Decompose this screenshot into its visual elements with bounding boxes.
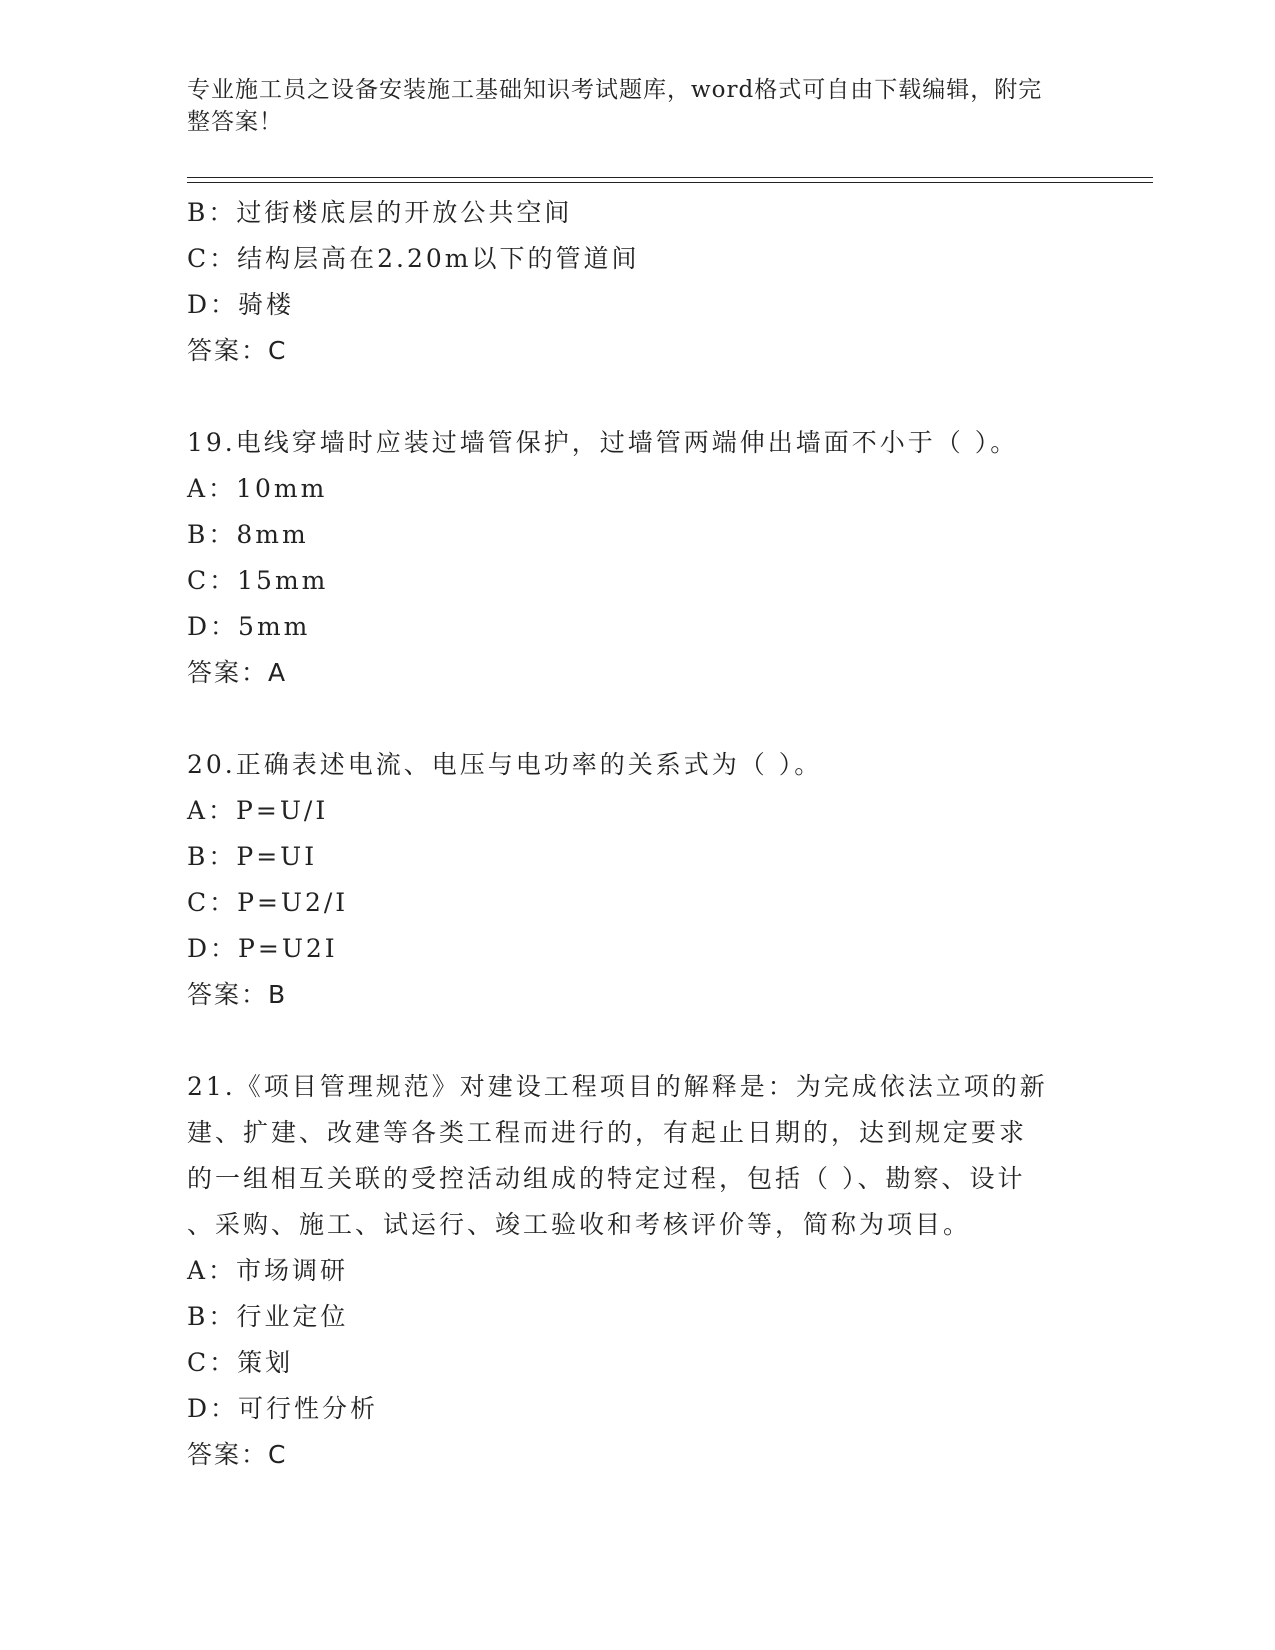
option-c: C：结构层高在2.20m以下的管道间 (187, 244, 640, 273)
option-b: B：P=UI (187, 842, 318, 871)
answer-line: 答案：C (187, 336, 288, 365)
question-20 (187, 742, 1087, 1018)
answer-line: 答案：A (187, 658, 288, 687)
header-line-2: 整答案！ (187, 109, 283, 135)
header-line-1: 专业施工员之设备安装施工基础知识考试题库，word格式可自由下载编辑，附完 (187, 77, 1043, 103)
option-d: D：骑楼 (187, 290, 295, 319)
option-a: A：10mm (187, 474, 328, 503)
question-stem: 19.电线穿墙时应装过墙管保护，过墙管两端伸出墙面不小于（ ）。 (187, 428, 1019, 457)
header-rule-bottom (187, 182, 1153, 183)
question-stem-line-4: 、采购、施工、试运行、竣工验收和考核评价等，简称为项目。 (187, 1210, 972, 1239)
option-a: A：市场调研 (187, 1256, 349, 1285)
answer-line: 答案：C (187, 1440, 288, 1469)
option-d: D：5mm (187, 612, 311, 641)
answer-line: 答案：B (187, 980, 288, 1009)
option-b: B：过街楼底层的开放公共空间 (187, 198, 573, 227)
option-c: C：15mm (187, 566, 329, 595)
option-d: D：P=U2I (187, 934, 338, 963)
option-b: B：行业定位 (187, 1302, 349, 1331)
question-stem: 20.正确表述电流、电压与电功率的关系式为（ ）。 (187, 750, 823, 779)
question-stem-line-3: 的一组相互关联的受控活动组成的特定过程，包括（ ）、勘察、设计 (187, 1164, 1026, 1193)
document-header (187, 74, 1067, 138)
question-21 (187, 1064, 1087, 1478)
option-b: B：8mm (187, 520, 309, 549)
header-rule-top (187, 177, 1153, 178)
question-stem-line-1: 21.《项目管理规范》对建设工程项目的解释是：为完成依法立项的新 (187, 1072, 1048, 1101)
question-18-continued (187, 190, 1087, 374)
option-d: D：可行性分析 (187, 1394, 379, 1423)
option-c: C：P=U2/I (187, 888, 349, 917)
question-stem-line-2: 建、扩建、改建等各类工程而进行的，有起止日期的，达到规定要求 (187, 1118, 1028, 1147)
question-list (187, 190, 1087, 1478)
option-c: C：策划 (187, 1348, 294, 1377)
question-19 (187, 420, 1087, 696)
option-a: A：P=U/I (187, 796, 329, 825)
